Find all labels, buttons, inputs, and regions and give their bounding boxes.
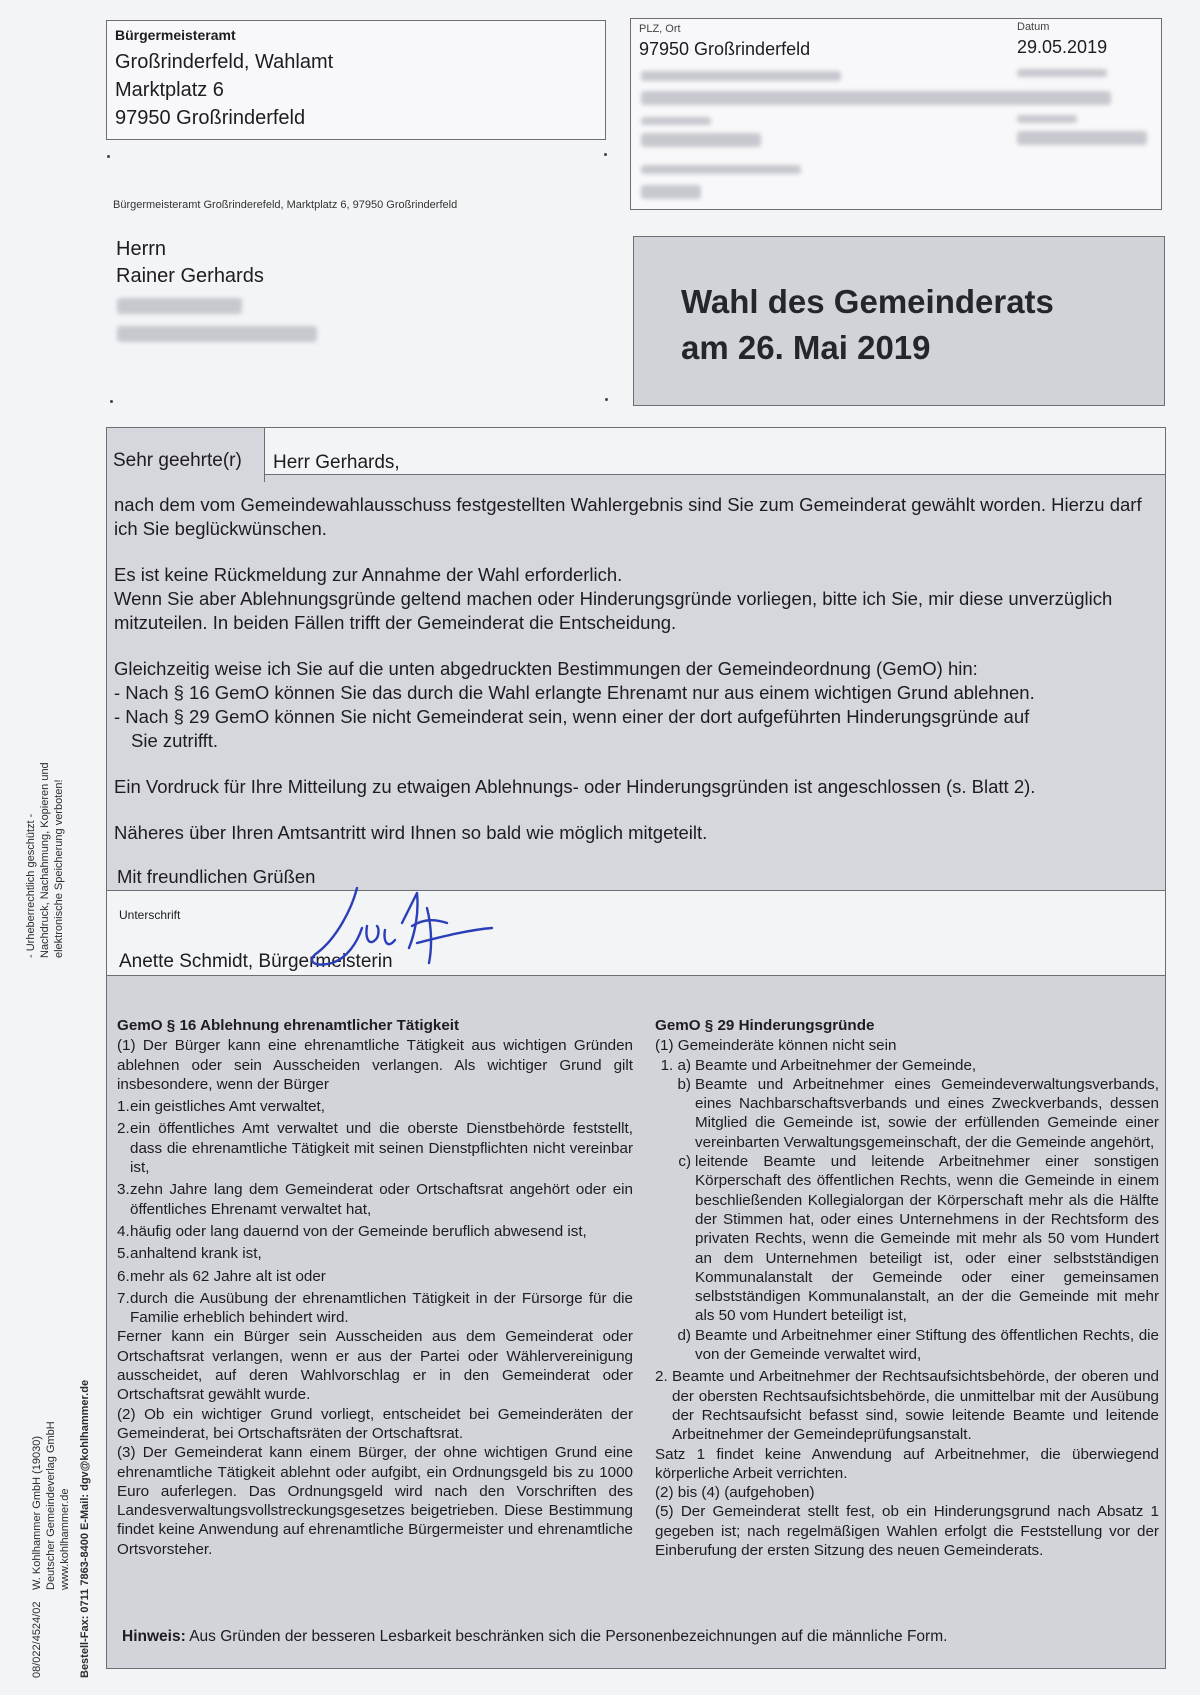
gemo-16-title: GemO § 16 Ablehnung ehrenamtlicher Tätigkeit [117,1017,460,1034]
publisher-info [30,1421,72,1590]
handwritten-signature [307,868,507,978]
list-item: 4. häufig oder lang dauernd von der Gemeinde beruflich abwesend ist, [117,1222,587,1240]
sender-box [106,20,606,140]
list-item: 1. ein geistliches Amt verwaltet, [117,1098,325,1116]
sender-line-2: Marktplatz 6 [115,79,224,101]
paragraph-election-result: nach dem vom Gemeindewahlausschuss festgestellten Wahlergebnis sind Sie zum Gemeinderat gewählt worden. Hierzu darf ich Sie beglückwünschen. [114,494,1142,539]
gemo-16-line: - Nach § 16 GemO können Sie das durch die Wahl erlangte Ehrenamt nur aus einem wichtigen Grund ablehnen. [114,682,1035,703]
no-response-line: Es ist keine Rückmeldung zur Annahme der Wahl erforderlich. [114,564,623,585]
gemo-16-column [117,1016,633,1559]
list-item: 6. mehr als 62 Jahre alt ist oder [117,1267,326,1285]
subject-line-1: Wahl des Gemeinderats [681,283,1054,320]
subject-line-2: am 26. Mai 2019 [681,329,931,366]
fold-mark [605,398,608,401]
publisher-line-3: www.kohlhammer.de [59,1488,71,1590]
subject-box [633,236,1165,406]
gemo-29-paragraph-2-4: (2) bis (4) (aufgehoben) [655,1484,815,1502]
list-item: c) leitende Beamte und leitende Arbeitnehmer einer sonstigen Körperschaft des öffentlichen Rechts, wenn die Gemeinde in einem beschließenden Kollegialorgan der Körperschaft mehr als die Hälfte der Stimmen hat, oder eines Unternehmens in der Rechtsform des privaten Rechts, wenn die Gemeinde mit mehr als 50 vom Hundert an dem Unternehmen beteiligt ist, oder einer selbstständigen Kommunalanstalt der Gemeinde oder einer gemeinsamen selbstständigen Kommunalanstalt, an der die Gemeinde mit mehr als 50 vom Hundert beteiligt ist, [678,1153,1159,1325]
copyright-line-1: - Urheberrechtlich geschützt - [25,813,37,958]
gemo-29-line: - Nach § 29 GemO können Sie nicht Gemeinderat sein, wenn einer der dort aufgeführten Hinderungsgründe auf [114,706,1030,727]
list-item: 2. Beamte und Arbeitnehmer der Rechtsaufsichtsbehörde, der oberen und der obersten Rechtsaufsichtsbehörde, die unmittelbar mit der Ausübung der Rechtsaufsicht befasst sind, sowie leitende Beamte und leitende Arbeitnehmer der Gemeindeprüfungsanstalt. [655,1368,1159,1444]
gemo-29-line-end: Sie zutrifft. [131,730,219,751]
paragraph-gemo-notice [114,657,1157,753]
copyright-line-3: elektronische Speicherung verboten! [53,779,65,958]
date-value: 29.05.2019 [1017,37,1108,57]
gemo-16-party-exit: Ferner kann ein Bürger sein Ausscheiden aus dem Gemeinderat oder Ortschaftsrat verlangen, wenn er aus der Partei oder Wählervereinigung ausscheidet, auf deren Wahlvorschlag er in den Gemeinderat oder Ortschaftsrat gewählt wurde. [117,1328,633,1404]
gemo-16-paragraph-2: (2) Ob ein wichtiger Grund vorliegt, entscheidet bei Gemeinderäten der Gemeinderat, bei Ortschaftsräten der Ortschaftsrat. [117,1405,633,1442]
copyright-line-2: Nachdruck, Nachahmung, Kopieren und [39,762,51,958]
recipient-address [116,236,264,290]
note [122,1628,947,1646]
copyright-notice [24,762,66,958]
paragraph-no-response [114,563,1157,635]
note-label: Hinweis: [122,1628,186,1645]
gemo-29-sentence: Satz 1 findet keine Anwendung auf Arbeitnehmer, die überwiegend körperliche Arbeit verrichten. [655,1445,1159,1482]
gemo-notice-line: Gleichzeitig weise ich Sie auf die unten abgedruckten Bestimmungen der Gemeindeordnung (GemO) hin: [114,658,978,679]
list-item: d) Beamte und Arbeitnehmer einer Stiftung des öffentlichen Rechts, die von der Gemeinde verwaltet wird, [677,1326,1159,1364]
place-value: 97950 Großrinderfeld [639,39,811,59]
fold-mark [110,400,113,403]
rejection-reasons-line: Wenn Sie aber Ablehnungsgründe geltend machen oder Hinderungsgründe vorliegen, bitte ich Sie, mir diese unverzüglich mitzuteilen. In beiden Fällen trifft der Gemeinderat die Entscheidung. [114,588,1113,633]
list-item: 5. anhaltend krank ist, [117,1245,262,1263]
paragraph-inauguration: Näheres über Ihren Amtsantritt wird Ihnen so bald wie möglich mitgeteilt. [114,822,708,843]
recipient-name: Rainer Gerhards [116,265,264,287]
sender-org: Bürgermeisteramt [115,27,236,43]
recipient-salutation: Herrn [116,238,167,260]
place-label: PLZ, Ort [639,23,681,35]
gemo-29-column [655,1016,1159,1560]
publisher-line-2: Deutscher Gemeindeverlag GmbH [45,1421,57,1590]
sender-line-1: Großrinderfeld, Wahlamt [115,51,334,73]
fold-mark [107,155,110,158]
gemo-29-intro: (1) Gemeinderäte können nicht sein [655,1037,897,1055]
note-text: Aus Gründen der besseren Lesbarkeit beschränken sich die Personenbezeichnungen auf die männliche Form. [189,1628,948,1645]
salutation-name: Herr Gerhards, [265,428,1165,475]
salutation-label: Sehr geehrte(r) [107,428,265,482]
gemo-29-title: GemO § 29 Hinderungsgründe [655,1017,875,1034]
list-item: b) Beamte und Arbeitnehmer eines Gemeindeverwaltungsverbands, eines Nachbarschaftsverbands und eines Zweckverbands, dessen Mitglied die Gemeinde ist, sowie der erfüllenden Gemeinde einer vereinbarten Verwaltungsgemeinschaft, der die Gemeinde angehört, [677,1075,1159,1151]
signer-name: Anette Schmidt, Bürgermeisterin [119,951,393,972]
order-fax: Bestell-Fax: 0711 7863-8400 E-Mail: dgv@kohlhammer.de [79,1379,91,1678]
list-item: 2. ein öffentliches Amt verwaltet und die oberste Dienstbehörde feststellt, dass die ehrenamtliche Tätigkeit mit seinen Dienstpflichten nicht vereinbar ist, [117,1120,633,1177]
publisher-line-1: W. Kohlhammer GmbH (19030) [31,1435,43,1590]
list-item: 1. a) Beamte und Arbeitnehmer der Gemeinde, [660,1056,977,1074]
signature-caption: Unterschrift [119,908,181,922]
gemo-16-paragraph-3: (3) Der Gemeinderat kann einem Bürger, der ohne wichtigen Grund eine ehrenamtliche Tätigkeit ablehnt oder aufgibt, ein Ordnungsgeld bis zu 1000 Euro auferlegen. Das Ordnungsgeld wird nach den Vorschriften des Landesverwaltungsvollstreckungsgesetzes beigetrieben. Diese Bestimmung findet keine Anwendung auf ehrenamtliche Bürgermeister und ehrenamtliche Ortsvorsteher. [117,1444,633,1558]
gemo-16-intro: (1) Der Bürger kann eine ehrenamtliche Tätigkeit aus wichtigen Gründen ablehnen oder sein Ausscheiden verlangen. Als wichtiger Grund gilt insbesondere, wenn der Bürger [117,1037,633,1093]
closing: Mit freundlichen Grüßen [117,866,316,887]
letter-body [106,427,1166,975]
subject-title [681,279,1054,371]
paragraph-form-attached: Ein Vordruck für Ihre Mitteilung zu etwaigen Ablehnungs- oder Hinderungsgründen ist angeschlossen (s. Blatt 2). [114,776,1036,797]
fold-mark [604,153,607,156]
law-excerpt-box [106,975,1166,1669]
date-label: Datum [1017,21,1050,33]
gemo-29-paragraph-5: (5) Der Gemeinderat stellt fest, ob ein Hinderungsgrund nach Absatz 1 gegeben ist; nach regelmäßigen Wahlen erfolgt die Feststellung vor der Einberufung der ersten Sitzung des neuen Gemeinderats. [655,1503,1159,1560]
info-box [630,18,1162,210]
letter-text [114,493,1157,867]
form-number: 08/022/4524/02 [31,1601,43,1678]
return-address: Bürgermeisteramt Großrinderefeld, Marktplatz 6, 97950 Großrinderfeld [113,199,458,211]
list-item: 3. zehn Jahre lang dem Gemeinderat oder Ortschaftsrat angehört oder ein öffentliches Ehrenamt verwaltet hat, [117,1181,633,1218]
sender-line-3: 97950 Großrinderfeld [115,107,306,129]
list-item: 7. durch die Ausübung der ehrenamtlichen Tätigkeit in der Fürsorge für die Familie erheblich behindert wird. [117,1289,633,1327]
